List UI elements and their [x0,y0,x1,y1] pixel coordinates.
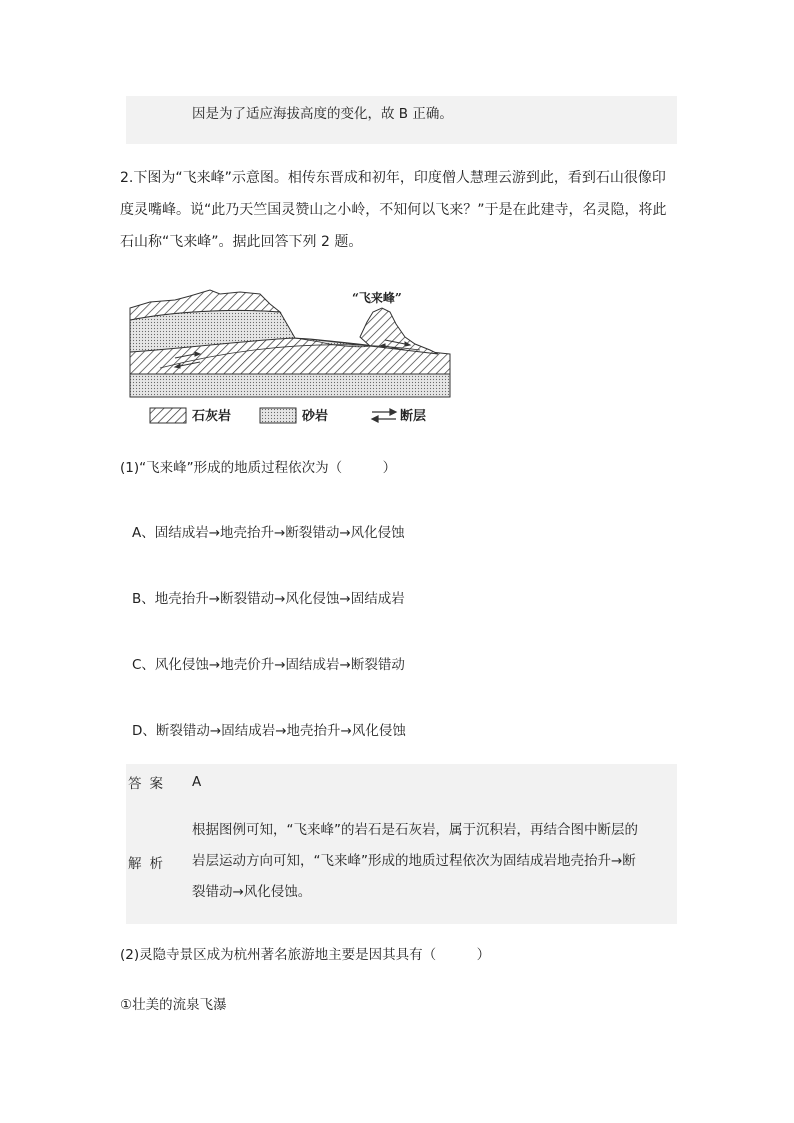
legend-sandstone-label: 砂岩 [302,409,329,424]
question-2-line: 度灵嘴峰。说“此乃天竺国灵赞山之小岭，不知何以飞来？”于是在此建寺，名灵隐，将此 [120,202,667,218]
question-2-line: 2.下图为“飞来峰”示意图。相传东晋成和初年，印度僧人慧理云游到此，看到石山很像印 [120,170,666,186]
legend-fault-arrows [372,409,396,422]
analysis-line: 岩层运动方向可知，“飞来峰”形成的地质过程依次为固结成岩地壳抬升→断 [192,853,636,869]
question-2-stem [120,162,680,258]
legend-fault-label: 断层 [400,409,427,424]
answer-label: 答案 [128,776,171,792]
feilaifeng-diagram [120,282,460,432]
prev-explanation-text: 因是为了适应海拔高度的变化，故 B 正确。 [192,106,453,122]
analysis-line: 根据图例可知，“飞来峰”的岩石是石灰岩，属于沉积岩，再结合图中断层的 [192,822,638,838]
legend-limestone-label: 石灰岩 [192,409,232,424]
peak-label: “飞来峰” [352,291,402,305]
sandstone-base [130,374,450,397]
sub-question-2-option-1: ①壮美的流泉飞瀑 [120,997,227,1013]
sub-question-2: (2)灵隐寺景区成为杭州著名旅游地主要是因其具有（ ） [120,947,491,963]
option-b: B、地壳抬升→断裂错动→风化侵蚀→固结成岩 [132,591,405,607]
analysis-label: 解析 [128,856,171,872]
analysis-line: 裂错动→风化侵蚀。 [192,884,312,900]
legend-limestone-swatch [150,408,186,423]
answer-value: A [192,774,202,790]
option-a: A、固结成岩→地壳抬升→断裂错动→风化侵蚀 [132,525,405,541]
option-d: D、断裂错动→固结成岩→地壳抬升→风化侵蚀 [132,723,406,739]
legend-sandstone-swatch [260,408,296,423]
option-c: C、风化侵蚀→地壳价升→固结成岩→断裂错动 [132,657,405,673]
sub-question-1: (1)“飞来峰”形成的地质过程依次为（ ） [120,460,397,476]
analysis-text [192,815,682,908]
question-2-line: 石山称“飞来峰”。据此回答下列 2 题。 [120,234,363,250]
